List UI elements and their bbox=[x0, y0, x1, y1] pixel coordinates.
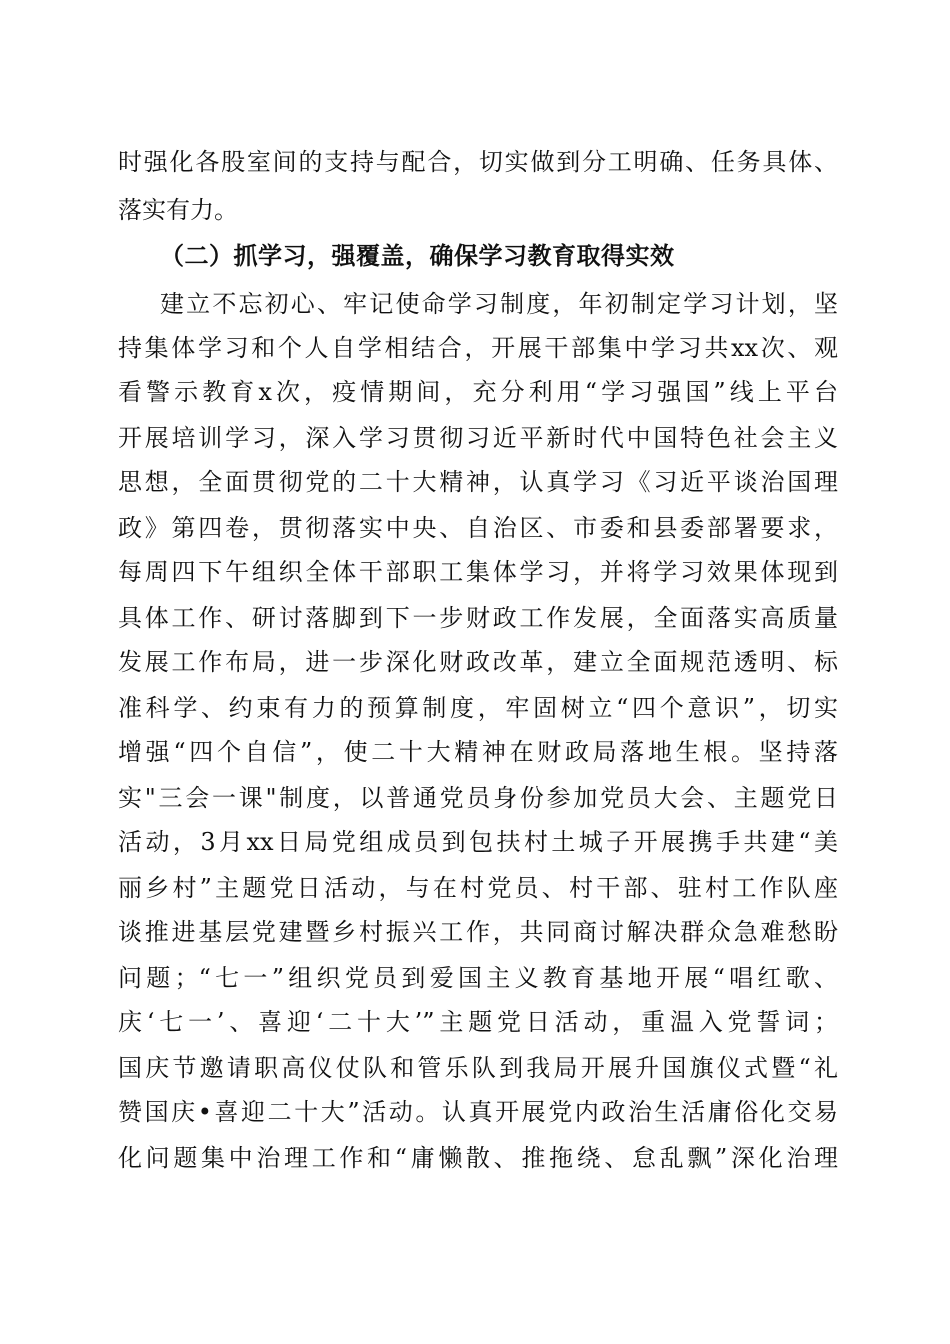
paragraph-line: 每周四下午组织全体干部职工集体学习，并将学习效果体现到 bbox=[118, 558, 838, 586]
paragraph-line: 化问题集中治理工作和“庸懒散、推拖绕、怠乱飘”深化治理 bbox=[118, 1144, 838, 1172]
paragraph-line: 谈推进基层党建暨乡村振兴工作，共同商讨解决群众急难愁盼 bbox=[118, 918, 838, 946]
paragraph-line: 发展工作布局，进一步深化财政改革，建立全面规范透明、标 bbox=[118, 648, 838, 676]
section-heading: （二）抓学习，强覆盖，确保学习教育取得实效 bbox=[160, 241, 675, 270]
paragraph-line: 问题；“七一”组织党员到爱国主义教育基地开展“唱红歌、 bbox=[118, 964, 838, 992]
paragraph-line: 思想，全面贯彻党的二十大精神，认真学习《习近平谈治国理 bbox=[118, 468, 838, 496]
paragraph-line: 具体工作、研讨落脚到下一步财政工作发展，全面落实高质量 bbox=[118, 604, 838, 632]
paragraph-line: 实"三会一课"制度，以普通党员身份参加党员大会、主题党日 bbox=[118, 784, 838, 812]
paragraph-line: 建立不忘初心、牢记使命学习制度，年初制定学习计划，坚 bbox=[160, 290, 838, 318]
paragraph-line: 政》第四卷，贯彻落实中央、自治区、市委和县委部署要求， bbox=[118, 514, 838, 542]
paragraph-line: 活动，3月xx日局党组成员到包扶村土城子开展携手共建“美 bbox=[118, 828, 838, 856]
paragraph-line: 时强化各股室间的支持与配合，切实做到分工明确、任务具体、 bbox=[118, 148, 838, 176]
paragraph-line: 庆‘七一’、喜迎‘二十大’”主题党日活动，重温入党誓词； bbox=[118, 1008, 838, 1036]
paragraph-line: 落实有力。 bbox=[118, 196, 238, 224]
paragraph-line: 准科学、约束有力的预算制度，牢固树立“四个意识”，切实 bbox=[118, 694, 838, 722]
paragraph-line: 开展培训学习，深入学习贯彻习近平新时代中国特色社会主义 bbox=[118, 424, 838, 452]
paragraph-line: 看警示教育x次，疫情期间，充分利用“学习强国”线上平台 bbox=[118, 378, 838, 406]
paragraph-line: 持集体学习和个人自学相结合，开展干部集中学习共xx次、观 bbox=[118, 334, 838, 362]
paragraph-line: 赞国庆•喜迎二十大”活动。认真开展党内政治生活庸俗化交易 bbox=[118, 1098, 838, 1126]
paragraph-line: 增强“四个自信”，使二十大精神在财政局落地生根。坚持落 bbox=[118, 738, 838, 766]
paragraph-line: 丽乡村”主题党日活动，与在村党员、村干部、驻村工作队座 bbox=[118, 874, 838, 902]
paragraph-line: 国庆节邀请职高仪仗队和管乐队到我局开展升国旗仪式暨“礼 bbox=[118, 1054, 838, 1082]
